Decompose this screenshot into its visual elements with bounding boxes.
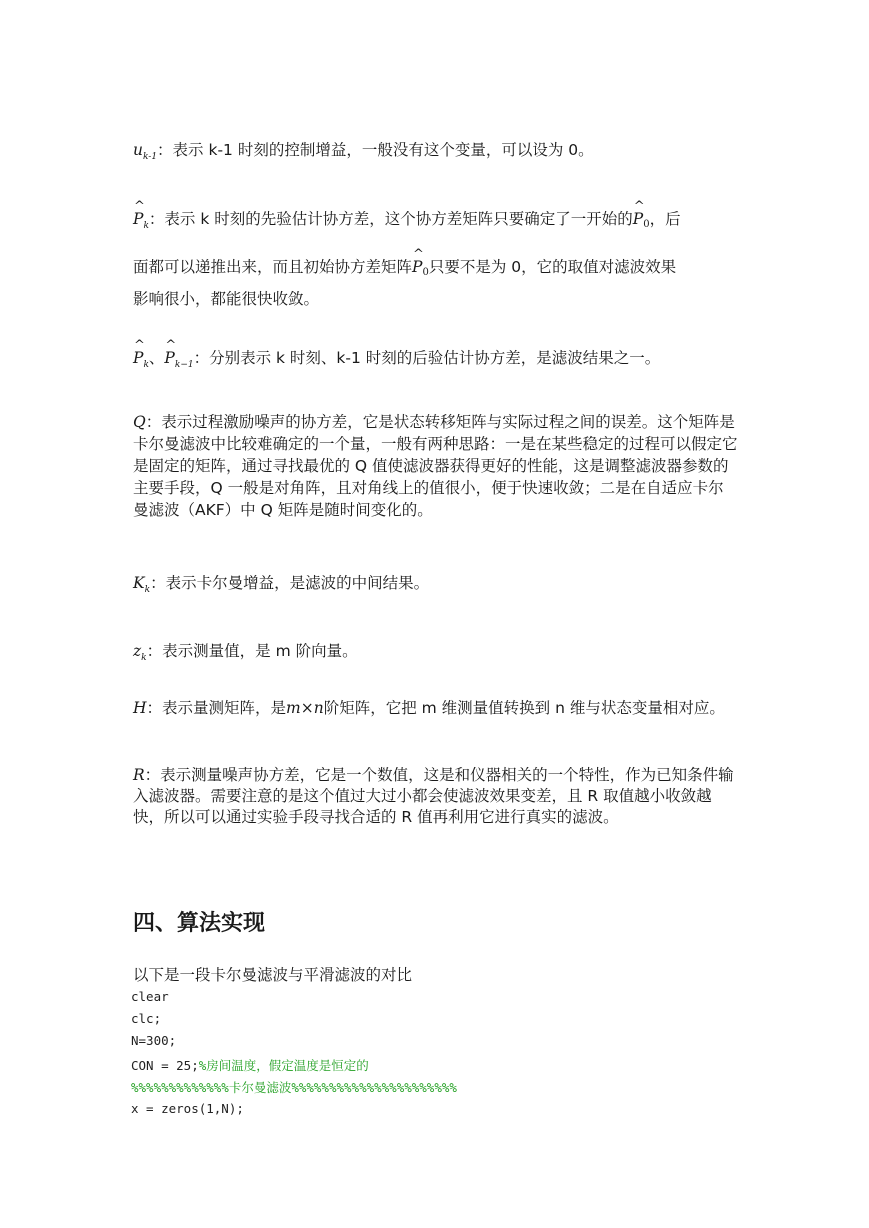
- pk-text2: 面都可以递推出来，而且初始协方差矩阵: [133, 258, 413, 276]
- pk-subscript: k: [143, 221, 149, 231]
- u-definition: [133, 138, 594, 162]
- pk-text3: 影响很小，都能很快收敛。: [133, 290, 320, 308]
- u-symbol: u: [133, 141, 143, 159]
- k-symbol: K: [133, 574, 145, 592]
- r-symbol: R: [133, 766, 145, 784]
- q-symbol: Q: [133, 413, 146, 431]
- q-definition: [133, 411, 739, 521]
- r-definition: [133, 765, 739, 828]
- pk-text2-end: 只要不是为 0，它的取值对滤波效果: [428, 258, 677, 276]
- section-heading: 四、算法实现: [133, 910, 266, 936]
- pk-definition-line1: [133, 207, 681, 231]
- code-line-6: x = zeros(1,N);: [131, 1101, 244, 1116]
- pk-text1-end: ，后: [649, 210, 681, 228]
- h-text1: ：表示量测矩阵，是: [146, 699, 287, 717]
- p0-symbol: ^ P: [633, 210, 643, 228]
- code-line-2: clc;: [131, 1011, 162, 1026]
- posterior-pk-symbol: ^ P: [133, 349, 143, 367]
- h-text2: 阶矩阵，它把 m 维测量值转换到 n 维与状态变量相对应。: [323, 699, 725, 717]
- pk-symbol: ^ P: [133, 210, 143, 228]
- pk-definition-line2: [133, 255, 676, 278]
- p0-symbol-2: ^ P: [412, 258, 422, 276]
- intro-text: 以下是一段卡尔曼滤波与平滑滤波的对比: [133, 966, 413, 984]
- posterior-pk1-subscript: k−1: [174, 360, 194, 370]
- posterior-text: ：分别表示 k 时刻、k-1 时刻的后验估计协方差，是滤波结果之一。: [193, 349, 661, 367]
- h-dims: m×n: [286, 699, 324, 717]
- k-subscript: k: [144, 585, 151, 595]
- p0-subscript-2: 0: [422, 267, 429, 278]
- z-symbol: z: [133, 642, 142, 660]
- h-definition: [133, 698, 739, 719]
- code-line-4-code: CON = 25;: [131, 1058, 199, 1073]
- k-text: ：表示卡尔曼增益，是滤波的中间结果。: [150, 574, 430, 592]
- u-text: ：表示 k-1 时刻的控制增益，一般没有这个变量，可以设为 0。: [157, 141, 594, 159]
- code-line-3: N=300;: [131, 1033, 177, 1048]
- z-definition: [133, 639, 358, 663]
- h-symbol: H: [133, 699, 147, 717]
- code-line-4-comment: %房间温度，假定温度是恒定的: [198, 1058, 369, 1073]
- code-line-1: clear: [131, 989, 169, 1004]
- pk-definition-line3: [133, 287, 319, 309]
- pk-text1: ：表示 k 时刻的先验估计协方差，这个协方差矩阵只要确定了一开始的: [148, 210, 633, 228]
- posterior-pk1-symbol: ^ P: [164, 349, 174, 367]
- q-text: ：表示过程激励噪声的协方差，它是状态转移矩阵与实际过程之间的误差。这个矩阵是卡尔曼滤波中比较难确定的一个量，一般有两种思路：一是在某些稳定的过程可以假定它是固定的矩阵，通过寻找最优的 Q 值使滤波器获得更好的性能，这是调整滤波器参数的主要手段，Q 一般是对角阵，且对角线上的值很小，便于快速收敛；二是在自适应卡尔曼滤波（AKF）中 Q 矩阵是随时间变化的。: [133, 413, 738, 519]
- k-definition: [133, 571, 429, 595]
- z-subscript: k: [141, 653, 147, 663]
- r-text: ：表示测量噪声协方差，它是一个数值，这是和仪器相关的一个特性，作为已知条件输入滤波器。需要注意的是这个值过大过小都会使滤波效果变差，且 R 取值越小收敛越快，所以可以通过实验手段寻找合适的 R 值再利用它进行真实的滤波。: [133, 766, 734, 826]
- z-text: ：表示测量值，是 m 阶向量。: [146, 642, 358, 660]
- posterior-separator: 、: [148, 349, 165, 367]
- posterior-pk-subscript: k: [143, 360, 149, 370]
- code-line-4: [131, 1056, 369, 1074]
- code-line-5: %%%%%%%%%%%%%卡尔曼滤波%%%%%%%%%%%%%%%%%%%%%%: [131, 1080, 457, 1095]
- p0-subscript: 0: [643, 219, 650, 230]
- posterior-definition: [133, 346, 660, 370]
- u-subscript: k-1: [142, 152, 158, 162]
